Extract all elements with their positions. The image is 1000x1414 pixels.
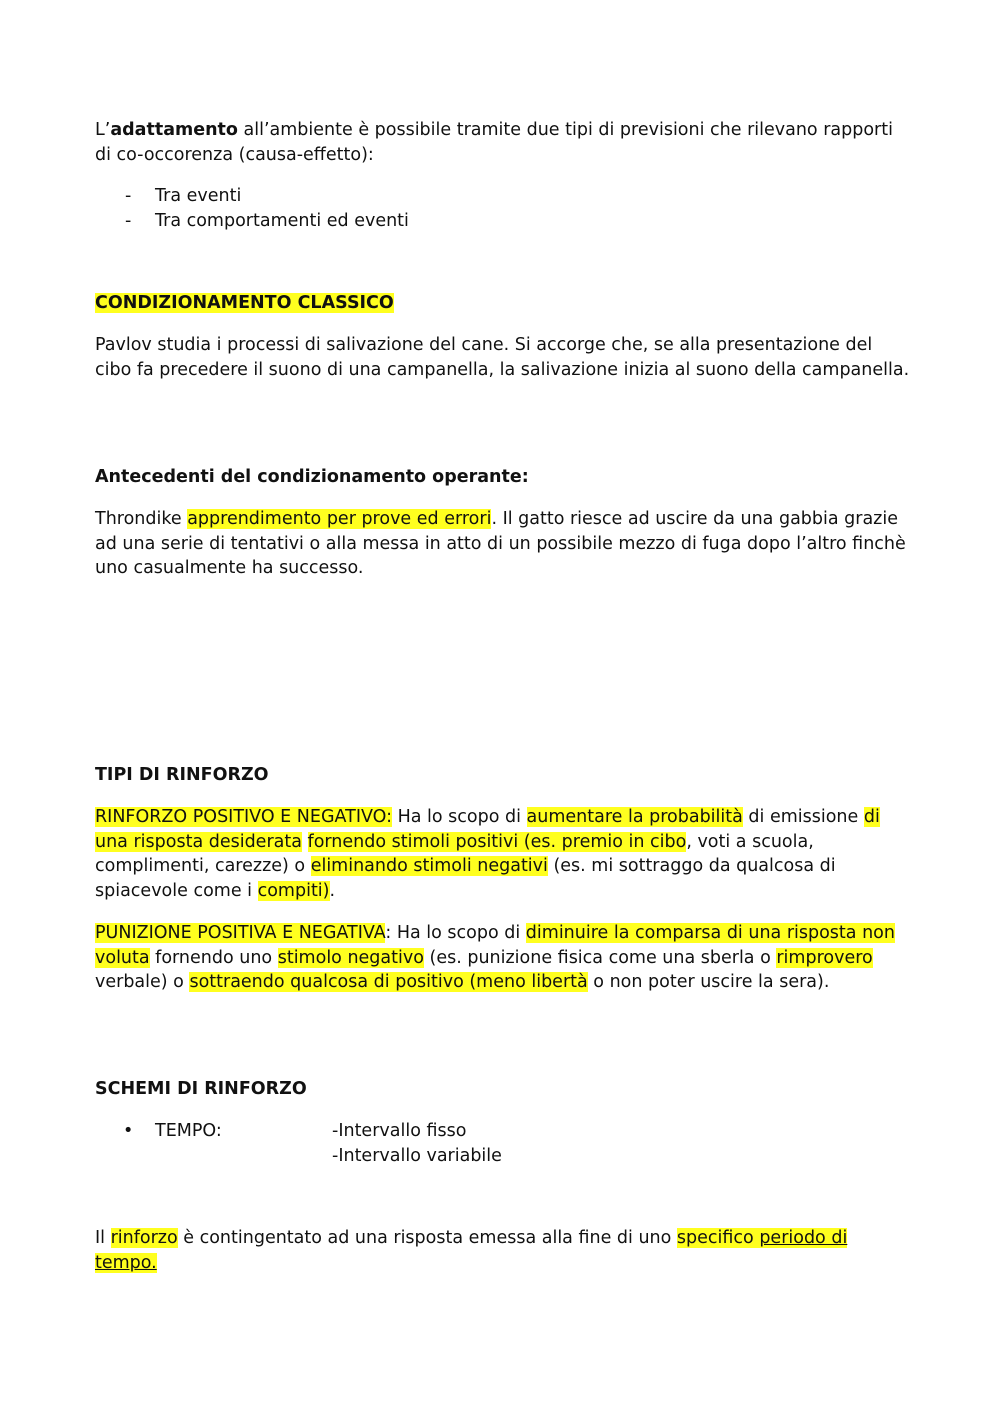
highlight-text: compiti) (257, 880, 330, 901)
schemi-value: -Intervallo variabile (332, 1145, 502, 1166)
text-run: (es. punizione fisica come una sberla o (423, 947, 777, 968)
schemi-values (332, 1119, 502, 1168)
text-run: : Ha lo scopo di (385, 923, 526, 943)
text-run: . (329, 880, 336, 901)
highlight-text: sottraendo qualcosa di positivo (meno libertà (189, 972, 588, 992)
highlight-underlined-text: tempo. (95, 1252, 157, 1273)
heading-antecedenti (95, 465, 910, 490)
intro-list (95, 184, 910, 233)
text-run: . Il gatto riesce ad uscire da una gabbia grazie ad una serie di tentativi o alla messa in atto di un possibile mezzo di fuga dopo l’altro finchè uno casualmente ha successo. (95, 509, 906, 578)
heading-text: SCHEMI DI RINFORZO (95, 1079, 307, 1099)
intro-text-start: L’ (95, 120, 111, 140)
highlight-text: rinforzo (110, 1228, 178, 1248)
text-run: fornendo uno (149, 947, 278, 968)
heading-schemi-di-rinforzo (95, 1077, 910, 1102)
final-paragraph (95, 1226, 910, 1275)
rinforzo-paragraph (95, 805, 910, 903)
highlight-text: diminuire la comparsa di una risposta non voluta (95, 923, 895, 968)
text-run: di emissione (742, 807, 864, 827)
list-item (95, 184, 910, 209)
text-run: Ha lo scopo di (392, 807, 527, 827)
dash-marker: - (125, 210, 132, 231)
intro-text-rest: all’ambiente è possibile tramite due tipi di previsioni che rilevano rapporti di co-occorenza (causa-effetto): (95, 120, 893, 165)
highlight-text: eliminando stimoli negativi (310, 856, 548, 876)
punizione-paragraph (95, 921, 910, 995)
heading-text: TIPI DI RINFORZO (95, 765, 269, 785)
heading-text: CONDIZIONAMENTO CLASSICO (95, 293, 394, 313)
list-item-text: Tra eventi (155, 186, 242, 206)
text-run: Il (95, 1228, 111, 1248)
heading-text: Antecedenti del condizionamento operante: (95, 467, 529, 487)
highlight-text: fornendo stimoli positivi (es. premio in cibo (307, 831, 687, 852)
heading-tipi-di-rinforzo (95, 763, 910, 788)
text-run (302, 832, 308, 852)
text-run: , voti a scuola, complimenti, carezze) o (95, 831, 814, 876)
text-run: Throndike (95, 509, 188, 529)
highlight-text: stimolo negativo (277, 947, 424, 968)
schemi-list-item (95, 1119, 910, 1169)
intro-paragraph (95, 118, 910, 167)
dash-marker: - (125, 186, 132, 206)
list-item (95, 209, 910, 234)
highlight-text: di una risposta desiderata (95, 807, 880, 852)
list-item-text: Tra comportamenti ed eventi (155, 210, 409, 231)
highlight-text: PUNIZIONE POSITIVA E NEGATIVA (95, 923, 386, 943)
classico-paragraph: Pavlov studia i processi di salivazione del cane. Si accorge che, se alla presentazione del cibo fa precedere il suono di una campanella, la salivazione inizia al suono della campanella. (95, 335, 910, 380)
bullet-marker: • (123, 1121, 134, 1141)
highlight-text: specifico (676, 1228, 754, 1248)
text-run: (es. mi sottraggo da qualcosa di spiacevole come i (95, 856, 836, 901)
schemi-label: TEMPO: (155, 1121, 222, 1141)
highlight-text: aumentare la probabilità (526, 807, 743, 827)
antecedenti-paragraph (95, 507, 910, 581)
schemi-value: -Intervallo fisso (332, 1121, 467, 1141)
highlight-text: apprendimento per prove ed errori (187, 509, 492, 529)
text-run: o non poter uscire la sera). (587, 972, 830, 992)
text-run: verbale) o (95, 972, 190, 992)
text-run: è contingentato ad una risposta emessa alla fine di uno (177, 1228, 677, 1248)
highlight-text: RINFORZO POSITIVO E NEGATIVO: (95, 807, 393, 827)
heading-condizionamento-classico (95, 291, 910, 316)
highlight-underlined-text: periodo di (759, 1228, 848, 1248)
highlight-text: rimprovero (776, 947, 873, 968)
intro-bold-term: adattamento (110, 120, 238, 140)
